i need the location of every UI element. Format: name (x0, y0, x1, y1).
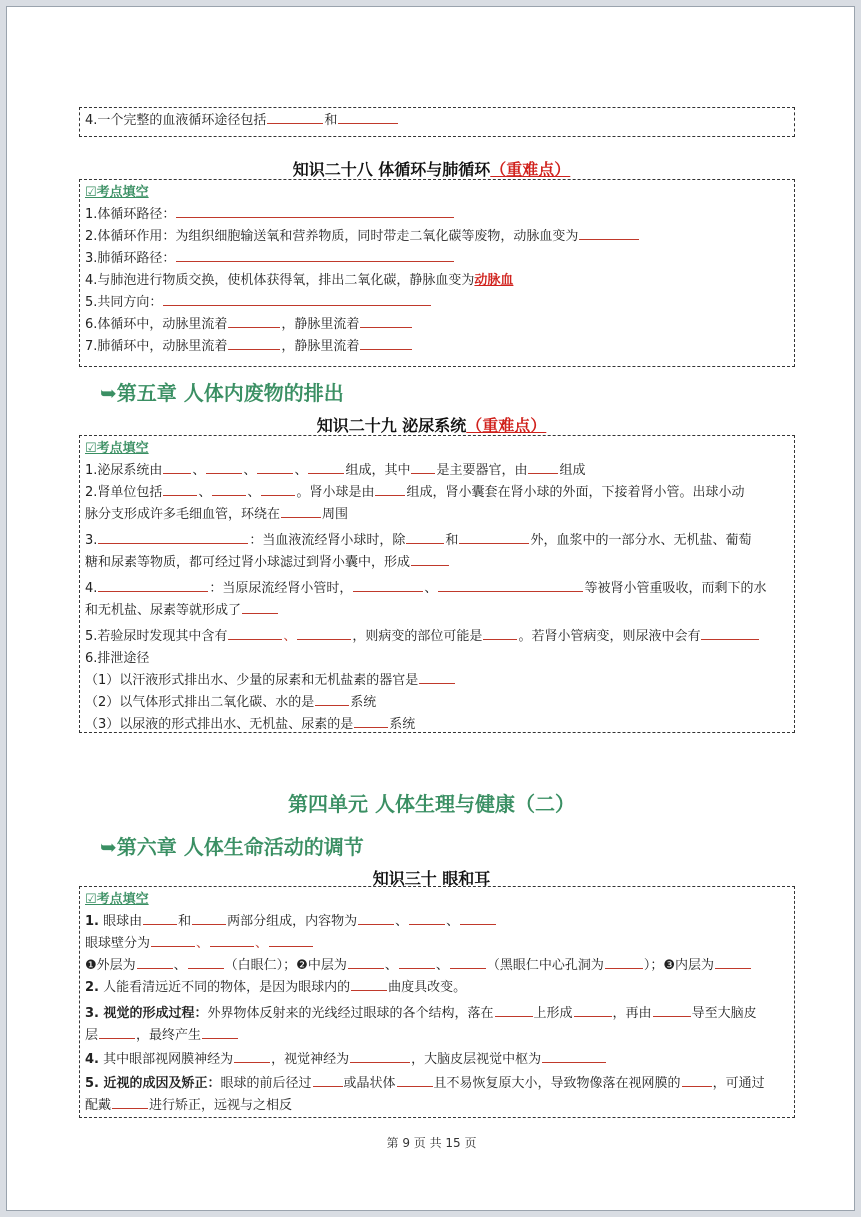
answer-blank (653, 1003, 691, 1017)
separator: 、 (294, 463, 308, 478)
answer-blank (350, 1049, 410, 1063)
question-text: 眼球由 (98, 914, 143, 929)
question-text: ：当原尿流经肾小管时， (209, 581, 353, 596)
answer-blank (163, 292, 431, 306)
question-text: 2.肾单位包括 (85, 485, 163, 500)
answer-blank (353, 578, 423, 592)
question-text: 周围 (322, 507, 349, 522)
separator: 、 (192, 463, 206, 478)
question-text: 且不易恢复原大小，导致物像落在视网膜的 (433, 1076, 681, 1091)
answer-blank (419, 670, 455, 684)
question-text: ：当血液流经肾小球时，除 (249, 533, 406, 548)
question-text: ❶外层为 (85, 958, 136, 973)
separator: 、 (283, 629, 297, 644)
answer-blank (348, 955, 384, 969)
answer-blank (112, 1095, 148, 1109)
question-text: （白眼仁）；❷中层为 (224, 958, 347, 973)
difficulty-tag: （重难点） (466, 416, 547, 435)
answer-blank (542, 1049, 606, 1063)
question-text: 层 (85, 1028, 99, 1043)
question-text: 6.排泄途径 (85, 651, 150, 666)
question-text: 眼球的前后径过 (220, 1076, 312, 1091)
question-text: 2.体循环作用：为组织细胞输送氧和营养物质，同时带走二氧化碳等废物，动脉血变为 (85, 229, 579, 244)
answer-blank (163, 460, 191, 474)
answer-blank (360, 314, 412, 328)
answer-blank (605, 955, 643, 969)
answer-blank (98, 530, 248, 544)
answer-blank (210, 933, 254, 947)
question-text: 等被肾小管重吸收，而剩下的水 (584, 581, 767, 596)
answer-blank (406, 530, 444, 544)
question-text: ）；❸内层为 (643, 958, 715, 973)
answer-blank (351, 977, 387, 991)
question-text: 外，血浆中的一部分水、无机盐、葡萄 (530, 533, 752, 548)
answer-blank (151, 933, 195, 947)
separator: 、 (384, 958, 398, 973)
question-text: 是主要器官，由 (436, 463, 528, 478)
answer-blank (261, 482, 295, 496)
answer-blank (234, 1049, 270, 1063)
separator: 、 (255, 936, 269, 951)
question-text: ，再由 (612, 1006, 652, 1021)
answer-blank (579, 226, 639, 240)
k28-fill-box (79, 179, 795, 367)
answer-blank (354, 714, 388, 728)
question-text: 和 (445, 533, 459, 548)
separator: 、 (198, 485, 212, 500)
answer-text: 动脉血 (474, 273, 514, 288)
question-text: 3.肺循环路径： (85, 251, 176, 266)
answer-blank (460, 911, 496, 925)
question-text: 5.共同方向： (85, 295, 163, 310)
answer-blank (281, 504, 321, 518)
question-text: （1）以汗液形式排出水、少量的尿素和无机盐素的器官是 (85, 673, 419, 688)
question-text: 和无机盐、尿素等就形成了 (85, 603, 242, 618)
question-text: 脉分支形成许多毛细血管，环绕在 (85, 507, 281, 522)
answer-blank (715, 955, 751, 969)
question-text: 。肾小球是由 (296, 485, 375, 500)
document-page (6, 6, 855, 1211)
question-text: ，静脉里流着 (281, 317, 360, 332)
separator: 、 (243, 463, 257, 478)
question-text: ，视觉神经为 (271, 1052, 350, 1067)
question-text: （3）以尿液的形式排出水、无机盐、尿素的是 (85, 717, 354, 732)
chapter-5-title: ➥第五章 人体内废物的排出 (100, 381, 344, 405)
answer-blank (338, 110, 398, 124)
section-heading (7, 157, 856, 180)
answer-blank (98, 578, 208, 592)
separator: 、 (173, 958, 187, 973)
item-number: 4. (85, 1052, 99, 1067)
separator: 、 (446, 914, 460, 929)
separator: 、 (435, 958, 449, 973)
question-text: 4. (85, 581, 98, 596)
answer-blank (206, 460, 242, 474)
question-text: 配戴 (85, 1098, 112, 1113)
item-number: 5. 近视的成因及矫正： (85, 1076, 221, 1091)
k29-fill-box (79, 435, 795, 733)
answer-blank (682, 1073, 712, 1087)
answer-blank (438, 578, 583, 592)
answer-blank (228, 336, 280, 350)
unit-4-title: 第四单元 人体生理与健康（二） (288, 792, 575, 816)
answer-blank (202, 1025, 238, 1039)
question-text: ，最终产生 (136, 1028, 202, 1043)
question-text: 进行矫正，远视与之相反 (149, 1098, 293, 1113)
question-text: ，大脑皮层视觉中枢为 (411, 1052, 542, 1067)
question-text: 眼球壁分为 (85, 936, 151, 951)
answer-blank (701, 626, 759, 640)
answer-blank (176, 204, 454, 218)
answer-blank (143, 911, 177, 925)
page-number: 第 9 页 共 15 页 (386, 1136, 477, 1150)
fill-blank-label: ☑考点填空 (85, 892, 149, 907)
top-question-box (79, 107, 795, 137)
answer-blank (269, 933, 313, 947)
answer-blank (358, 911, 394, 925)
question-text: 或晶状体 (343, 1076, 396, 1091)
question-text: 6.体循环中，动脉里流着 (85, 317, 228, 332)
question-text: （2）以气体形式排出二氧化碳、水的是 (85, 695, 315, 710)
answer-blank (375, 482, 405, 496)
answer-blank (163, 482, 197, 496)
question-text: 组成，肾小囊套在肾小球的外面，下接着肾小管。出球小动 (406, 485, 745, 500)
question-text: 导至大脑皮 (691, 1006, 757, 1021)
item-number: 1. (85, 914, 99, 929)
k30-fill-box (79, 886, 795, 1118)
question-text: 上形成 (533, 1006, 573, 1021)
question-text: 外界物体反射来的光线经过眼球的各个结构，落在 (207, 1006, 494, 1021)
answer-blank (399, 955, 435, 969)
question-text: ，可通过 (712, 1076, 765, 1091)
answer-blank (242, 600, 278, 614)
question-text: 组成，其中 (345, 463, 411, 478)
item-number: 3. 视觉的形成过程： (85, 1006, 208, 1021)
separator: 、 (395, 914, 409, 929)
answer-blank (411, 552, 449, 566)
answer-blank (137, 955, 173, 969)
question-text: ，则病变的部位可能是 (352, 629, 483, 644)
answer-blank (411, 460, 435, 474)
question-text: 和 (324, 113, 338, 128)
section-heading (7, 413, 856, 436)
separator: 、 (196, 936, 210, 951)
question-text: 和 (178, 914, 192, 929)
answer-blank (528, 460, 558, 474)
fill-blank-label: ☑考点填空 (85, 441, 149, 456)
answer-blank (99, 1025, 135, 1039)
question-text: 5.若验尿时发现其中含有 (85, 629, 228, 644)
answer-blank (308, 460, 344, 474)
question-text: 糖和尿素等物质，都可经过肾小球滤过到肾小囊中，形成 (85, 555, 411, 570)
answer-blank (313, 1073, 343, 1087)
answer-blank (176, 248, 454, 262)
answer-blank (188, 955, 224, 969)
question-text: 系统 (350, 695, 377, 710)
question-text: 系统 (389, 717, 416, 732)
question-text: ，静脉里流着 (281, 339, 360, 354)
answer-blank (459, 530, 529, 544)
answer-blank (228, 314, 280, 328)
question-text: 3. (85, 533, 98, 548)
question-text: 1.体循环路径： (85, 207, 176, 222)
section-title: 知识三十 眼和耳 (372, 869, 491, 888)
answer-blank (360, 336, 412, 350)
question-text: 。若肾小管病变，则尿液中会有 (518, 629, 701, 644)
answer-blank (228, 626, 282, 640)
chapter-6-title: ➥第六章 人体生命活动的调节 (100, 835, 364, 859)
question-text: 两部分组成，内容物为 (227, 914, 358, 929)
answer-blank (397, 1073, 433, 1087)
item-number: 2. (85, 980, 99, 995)
question-line (85, 110, 789, 132)
fill-blank-label: ☑考点填空 (85, 185, 149, 200)
answer-blank (297, 626, 351, 640)
answer-blank (315, 692, 349, 706)
question-text: （黑眼仁中心孔洞为 (486, 958, 604, 973)
answer-blank (450, 955, 486, 969)
answer-blank (192, 911, 226, 925)
answer-blank (495, 1003, 533, 1017)
question-text: 7.肺循环中，动脉里流着 (85, 339, 228, 354)
section-title: 知识二十九 泌尿系统 (316, 416, 467, 435)
question-text: 组成 (559, 463, 586, 478)
separator: 、 (424, 581, 438, 596)
answer-blank (483, 626, 517, 640)
answer-blank (267, 110, 323, 124)
question-text: 曲度具改变。 (388, 980, 467, 995)
answer-blank (212, 482, 246, 496)
question-text: 4.与肺泡进行物质交换，使机体获得氧，排出二氧化碳，静脉血变为 (85, 273, 475, 288)
answer-blank (409, 911, 445, 925)
difficulty-tag: （重难点） (490, 160, 571, 179)
section-title: 知识二十八 体循环与肺循环 (292, 160, 491, 179)
question-text: 人能看清远近不同的物体，是因为眼球内的 (98, 980, 351, 995)
question-text: 1.泌尿系统由 (85, 463, 163, 478)
answer-blank (574, 1003, 612, 1017)
answer-blank (257, 460, 293, 474)
separator: 、 (247, 485, 261, 500)
question-text: 4.一个完整的血液循环途径包括 (85, 113, 267, 128)
question-text: 其中眼部视网膜神经为 (98, 1052, 234, 1067)
